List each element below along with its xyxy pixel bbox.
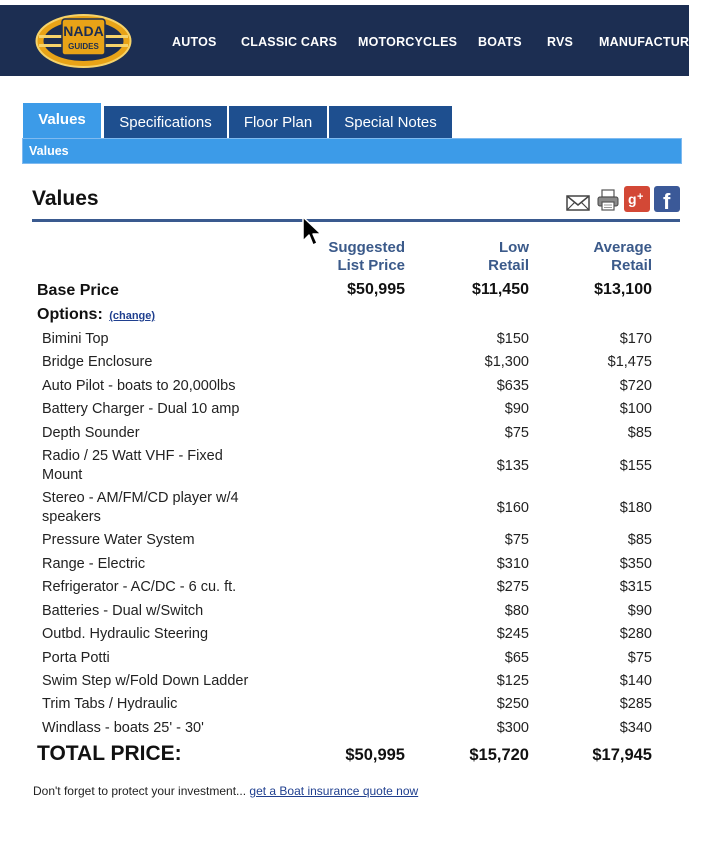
svg-text:NADA: NADA bbox=[63, 23, 104, 39]
option-name-line: Stereo - AM/FM/CD player w/4 bbox=[42, 490, 239, 506]
nav-boats[interactable]: BOATS bbox=[478, 35, 522, 49]
option-average-retail: $340 bbox=[619, 720, 652, 736]
option-low-retail: $245 bbox=[496, 626, 529, 642]
option-name-line: Depth Sounder bbox=[42, 425, 140, 441]
option-name-line: Batteries - Dual w/Switch bbox=[42, 603, 204, 619]
total-price-label: TOTAL PRICE: bbox=[37, 742, 182, 765]
options-label-row bbox=[37, 305, 155, 326]
mouse-pointer-icon bbox=[301, 216, 323, 248]
option-name-line: Outbd. Hydraulic Steering bbox=[42, 626, 209, 642]
option-name-line: Porta Potti bbox=[42, 650, 110, 666]
option-low-retail: $275 bbox=[496, 579, 529, 595]
total-average-retail: $17,945 bbox=[592, 746, 652, 764]
svg-text:+: + bbox=[637, 191, 644, 203]
option-name-line: Windlass - boats 25' - 30' bbox=[42, 720, 204, 736]
option-name bbox=[42, 424, 140, 443]
option-low-retail: $135 bbox=[496, 458, 529, 474]
option-name bbox=[42, 602, 203, 621]
option-low-retail: $75 bbox=[504, 532, 529, 548]
email-icon[interactable] bbox=[566, 194, 590, 212]
column-header-line: Retail bbox=[611, 257, 652, 274]
option-low-retail: $90 bbox=[504, 401, 529, 417]
option-average-retail: $75 bbox=[627, 650, 652, 666]
option-average-retail: $280 bbox=[619, 626, 652, 642]
option-name bbox=[42, 625, 208, 644]
svg-text:f: f bbox=[663, 189, 671, 214]
main-nav bbox=[0, 5, 707, 76]
option-name-line: Trim Tabs / Hydraulic bbox=[42, 696, 178, 712]
svg-text:g: g bbox=[628, 191, 637, 207]
column-header-line: Low bbox=[499, 239, 529, 256]
title-divider bbox=[32, 219, 680, 222]
option-name bbox=[42, 555, 145, 574]
nav-motorcycles[interactable]: MOTORCYCLES bbox=[358, 35, 458, 49]
base-list-price: $50,995 bbox=[347, 281, 405, 298]
option-name bbox=[42, 578, 236, 597]
option-average-retail: $170 bbox=[619, 331, 652, 347]
sub-tab-bar bbox=[22, 138, 682, 164]
option-name-line: Auto Pilot - boats to 20,000lbs bbox=[42, 378, 236, 394]
option-name bbox=[42, 649, 110, 668]
insurance-footer bbox=[33, 784, 418, 798]
column-header-average-retail bbox=[552, 239, 652, 275]
option-name bbox=[42, 672, 248, 691]
insurance-quote-link[interactable]: get a Boat insurance quote now bbox=[249, 784, 419, 798]
option-name-line: Mount bbox=[42, 467, 83, 483]
total-low-retail: $15,720 bbox=[469, 746, 529, 764]
tab-specifications[interactable]: Specifications bbox=[104, 106, 227, 138]
column-header-line: List Price bbox=[337, 257, 405, 274]
facebook-icon[interactable] bbox=[654, 186, 680, 212]
option-name-line: Radio / 25 Watt VHF - Fixed bbox=[42, 448, 223, 464]
base-low-retail: $11,450 bbox=[472, 281, 529, 298]
option-name-line: Refrigerator - AC/DC - 6 cu. ft. bbox=[42, 579, 237, 595]
option-name bbox=[42, 695, 177, 714]
option-name-line: Range - Electric bbox=[42, 556, 146, 572]
base-average-retail: $13,100 bbox=[594, 281, 652, 298]
option-average-retail: $90 bbox=[627, 603, 652, 619]
option-average-retail: $315 bbox=[619, 579, 652, 595]
google-plus-icon[interactable] bbox=[624, 186, 650, 212]
footer-text: Don't forget to protect your investment... bbox=[33, 784, 247, 798]
option-average-retail: $155 bbox=[619, 458, 652, 474]
column-header-low-retail bbox=[430, 239, 529, 275]
option-low-retail: $300 bbox=[496, 720, 529, 736]
option-average-retail: $1,475 bbox=[607, 354, 652, 370]
change-options-link[interactable]: (change) bbox=[109, 310, 156, 322]
option-low-retail: $80 bbox=[504, 603, 529, 619]
option-name bbox=[42, 353, 152, 372]
option-name bbox=[42, 489, 239, 527]
option-low-retail: $65 bbox=[504, 650, 529, 666]
column-header-line: Average bbox=[593, 239, 652, 256]
option-average-retail: $180 bbox=[619, 500, 652, 516]
base-price-label: Base Price bbox=[37, 282, 119, 299]
column-header-line: Retail bbox=[488, 257, 529, 274]
sub-tab-values[interactable]: Values bbox=[29, 144, 69, 158]
option-name-line: Pressure Water System bbox=[42, 532, 195, 548]
option-low-retail: $75 bbox=[504, 425, 529, 441]
option-average-retail: $85 bbox=[627, 425, 652, 441]
tab-special-notes[interactable]: Special Notes bbox=[329, 106, 452, 138]
option-name bbox=[42, 330, 109, 349]
option-average-retail: $100 bbox=[619, 401, 652, 417]
option-low-retail: $150 bbox=[496, 331, 529, 347]
svg-text:GUIDES: GUIDES bbox=[68, 42, 99, 51]
option-low-retail: $635 bbox=[496, 378, 529, 394]
option-average-retail: $350 bbox=[619, 556, 652, 572]
nav-manufactured[interactable]: MANUFACTURED bbox=[599, 35, 707, 49]
section-title: Values bbox=[32, 187, 99, 210]
top-navigation-bar bbox=[0, 5, 707, 76]
option-name bbox=[42, 377, 235, 396]
column-header-line: Suggested bbox=[328, 239, 405, 256]
option-low-retail: $250 bbox=[496, 696, 529, 712]
option-name-line: speakers bbox=[42, 509, 101, 525]
options-label: Options: bbox=[37, 306, 103, 323]
total-list-price: $50,995 bbox=[345, 746, 405, 764]
option-name bbox=[42, 447, 223, 485]
option-average-retail: $140 bbox=[619, 673, 652, 689]
option-average-retail: $720 bbox=[619, 378, 652, 394]
option-name bbox=[42, 531, 195, 550]
nav-autos[interactable]: AUTOS bbox=[172, 35, 217, 49]
option-name-line: Bimini Top bbox=[42, 331, 109, 347]
option-low-retail: $160 bbox=[496, 500, 529, 516]
option-average-retail: $285 bbox=[619, 696, 652, 712]
option-name-line: Bridge Enclosure bbox=[42, 354, 153, 370]
option-name bbox=[42, 719, 204, 738]
nav-rvs[interactable]: RVS bbox=[547, 35, 574, 49]
option-average-retail: $85 bbox=[627, 532, 652, 548]
nav-classic-cars[interactable]: CLASSIC CARS bbox=[241, 35, 338, 49]
tab-floor-plan[interactable]: Floor Plan bbox=[229, 106, 327, 138]
tab-values[interactable]: Values bbox=[23, 103, 101, 138]
option-name-line: Battery Charger - Dual 10 amp bbox=[42, 401, 240, 417]
option-low-retail: $1,300 bbox=[484, 354, 529, 370]
option-low-retail: $310 bbox=[496, 556, 529, 572]
option-name bbox=[42, 400, 239, 419]
print-icon[interactable] bbox=[596, 188, 620, 212]
option-name-line: Swim Step w/Fold Down Ladder bbox=[42, 673, 249, 689]
option-low-retail: $125 bbox=[496, 673, 529, 689]
